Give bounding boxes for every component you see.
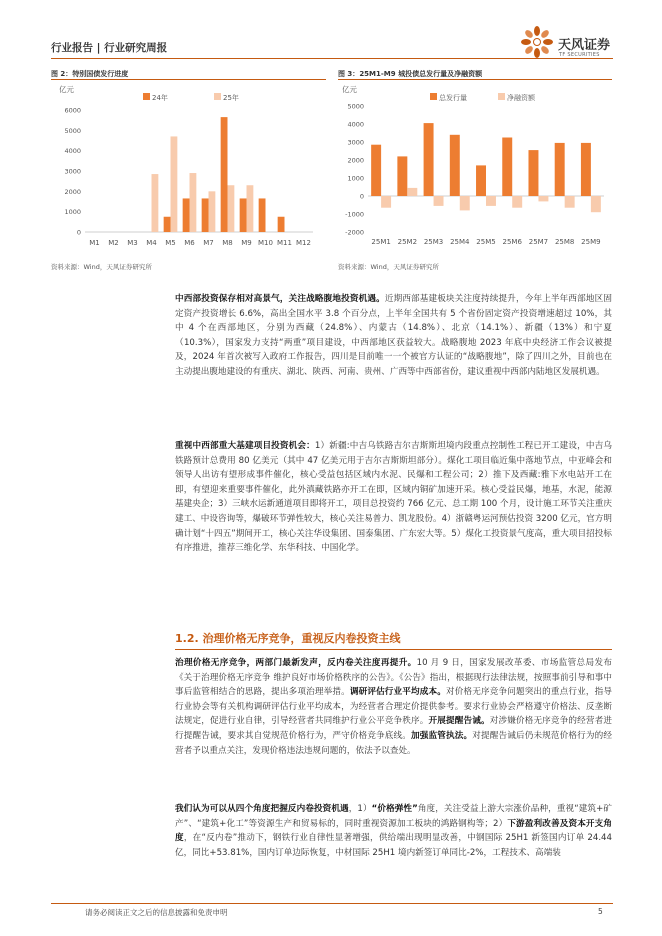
figure2-title bbox=[51, 69, 128, 79]
bar-25M4-净融资额 bbox=[460, 196, 470, 210]
paragraph3-text4: 对提醒告诫后仍未规范价格行为的经营者予以重点关注，发现价格违法违规问题的，依法予以查处。 bbox=[175, 730, 612, 756]
x-tick-label: M5 bbox=[165, 239, 176, 247]
paragraph-central-western-investment bbox=[175, 292, 612, 380]
logo-icon bbox=[518, 26, 556, 58]
legend-label-2: 净融资额 bbox=[507, 94, 535, 102]
figure2-number: 图 2： bbox=[51, 70, 73, 78]
paragraph1-text: 近期西部基建板块关注度持续提升，今年上半年西部地区固定资产投资增长 6.6%，高出全国水平 3.8 个百分点，上半年全国共有 5 个省份固定资产投资增速超过 10%，其中 4 个在西部地区，分别为西藏（24.8%）、内蒙古（14.8%）、北京（14.1%）、新疆（13%）和宁夏（10.3%），国家发力支持“两重”项目建设，中西部地区获益较大。战略腹地 2023 年底中央经济工作会议被提及，2024 年首次被写入政府工作报告，四川是目前唯一一个被官方认证的“战略腹地”，除了四川之外，目前也在主动提出腹地建设的有重庆、湖北、陕西、河南、贵州、广西等中西部省份，建议重视中西部内陆地区发展机遇。 bbox=[175, 294, 612, 377]
legend-label-1: 总发行量 bbox=[439, 94, 467, 102]
legend-swatch-1 bbox=[143, 93, 150, 100]
x-tick-label: 25M2 bbox=[397, 238, 418, 246]
bar-M8-24年 bbox=[221, 117, 228, 232]
paragraph3-lead: 治理价格无序竞争，两部门最新发声，反内卷关注度再提升。 bbox=[175, 658, 417, 668]
bar-25M3-总发行量 bbox=[424, 123, 434, 196]
x-tick-label: M4 bbox=[146, 239, 157, 247]
footer-divider bbox=[51, 903, 613, 904]
chart-y-unit-label: 亿元 bbox=[59, 85, 74, 94]
bar-M10-24年 bbox=[259, 198, 266, 232]
x-tick-label: 25M9 bbox=[581, 238, 601, 246]
x-tick-label: 25M8 bbox=[554, 238, 575, 246]
x-tick-label: 25M7 bbox=[528, 238, 549, 246]
legend-label-2: 25年 bbox=[223, 94, 239, 102]
section-divider bbox=[175, 649, 612, 650]
y-tick-label: 0 bbox=[359, 192, 364, 201]
y-tick-label: 1000 bbox=[347, 174, 364, 183]
legend-swatch-2 bbox=[214, 93, 221, 100]
figure3-number: 图 3： bbox=[338, 70, 360, 78]
bar-M6-25年 bbox=[190, 173, 197, 232]
bar-25M6-总发行量 bbox=[502, 138, 512, 197]
paragraph1-lead: 中西部投资保存相对高景气，关注战略腹地投资机遇。 bbox=[175, 294, 385, 304]
figure2-source: 资料来源：Wind，天风证券研究所 bbox=[51, 263, 152, 271]
paragraph3-text3: 对涉嫌价格无序竞争的经营者进行提醒告诫，要求其自觉规范价格行为，严守价格竞争底线。 bbox=[175, 716, 612, 741]
footer-disclaimer: 请务必阅读正文之后的信息披露和免责申明 bbox=[85, 908, 228, 917]
paragraph-anti-involution bbox=[175, 802, 612, 860]
report-header-title: 行业报告 | 行业研究周报 bbox=[51, 42, 168, 54]
figure2-title-text: 特别国债发行进度 bbox=[72, 70, 129, 78]
bar-25M2-总发行量 bbox=[397, 156, 407, 196]
x-tick-label: 25M4 bbox=[450, 238, 470, 246]
y-tick-label: 2000 bbox=[347, 156, 364, 165]
y-tick-label: 3000 bbox=[64, 167, 81, 176]
paragraph4-bold1: “价格弹性” bbox=[371, 804, 418, 814]
page-number: 5 bbox=[598, 907, 603, 916]
y-tick-label: -2000 bbox=[345, 228, 364, 237]
special-bond-issuance-chart bbox=[51, 80, 326, 260]
paragraph2-text: 1）新疆:中吉乌铁路吉尔吉斯斯坦境内段重点控制性工程已开工建设，中吉乌铁路预计总费用 80 亿美元（其中 47 亿美元用于吉尔吉斯斯坦部分）。煤化工项目临近集中落地节点，中亚峰会和领导人出访有望形成事件催化，核心受益包括区域内水泥、民爆和工程公司；2）推下及西藏:雅下水电站开工在即，有望迎来重要事件催化，此外滇藏铁路亦开工在即，区域内铜矿加速开采。核心受益民爆，地基，水泥，能源基建央企；3）三峡水运新通道项目即将开工，项目总投资约 766 亿元、总工期 100 个月，设计施工环节关注重庆建工、中设咨询等，爆破环节弹性较大，核心关注易普力、凯龙股份。4）浙赣粤运河预估投资 3200 亿元，官方明确计划“十四五”期间开工，核心关注华设集团、国泰集团、广东宏大等。5）煤化工投资景气度高，重大项目招投标有序推进，推荐三维化学、东华科技、中国化学。 bbox=[175, 441, 612, 554]
figure3-title bbox=[338, 69, 482, 79]
bar-25M5-总发行量 bbox=[476, 165, 486, 196]
bar-25M3-净融资额 bbox=[434, 196, 444, 206]
paragraph4-text1: ，1） bbox=[348, 804, 372, 814]
bar-M11-24年 bbox=[278, 217, 285, 232]
y-tick-label: -1000 bbox=[345, 210, 364, 219]
paragraph-price-competition bbox=[175, 656, 612, 758]
y-tick-label: 5000 bbox=[64, 126, 81, 135]
bar-25M2-净融资额 bbox=[407, 188, 417, 196]
x-tick-label: 25M3 bbox=[423, 238, 444, 246]
paragraph4-bold2: 下游盈利改善及资本开支角度 bbox=[175, 818, 612, 844]
bar-25M7-净融资额 bbox=[538, 196, 548, 201]
paragraph3-bold3: 加强监管执法。 bbox=[411, 730, 473, 741]
y-tick-label: 4000 bbox=[347, 120, 364, 129]
y-tick-label: 3000 bbox=[347, 138, 364, 147]
x-tick-label: M7 bbox=[203, 239, 214, 247]
x-tick-label: M6 bbox=[184, 239, 195, 247]
paragraph4-text3: ，在“反内卷”推动下，钢铁行业自律性显著增强，供给端出现明显改善，中钢国际 25H1 新签国内订单 24.44 亿，同比+53.81%，国内订单边际恢复，中材国际 25H1 境内新签订单同比-2%，工程技术、高端装 bbox=[175, 833, 612, 858]
bar-M8-25年 bbox=[228, 185, 235, 232]
y-tick-label: 5000 bbox=[347, 102, 364, 111]
y-tick-label: 4000 bbox=[64, 147, 81, 156]
y-tick-label: 0 bbox=[76, 228, 81, 237]
legend-swatch-2 bbox=[498, 93, 505, 100]
chart-y-unit-label: 亿元 bbox=[342, 85, 357, 94]
bar-M7-25年 bbox=[209, 191, 216, 232]
bar-M6-24年 bbox=[183, 198, 190, 232]
bar-25M8-净融资额 bbox=[565, 196, 575, 208]
bar-25M5-净融资额 bbox=[486, 196, 496, 206]
paragraph4-text2: 角度，关注受益上游大宗涨价品种，重视“建筑+矿产”、“建筑+化工”等资源生产和贸易标的，同时重视资源加工板块的鸿路钢构等；2） bbox=[175, 804, 613, 829]
header-divider bbox=[51, 58, 613, 59]
bar-M5-24年 bbox=[164, 217, 171, 232]
figure3-title-text: 25M1-M9 城投债总发行量及净融资额 bbox=[359, 70, 483, 78]
x-tick-label: M11 bbox=[277, 239, 292, 247]
figure3-source: 资料来源：Wind，天风证券研究所 bbox=[338, 263, 439, 271]
x-tick-label: M3 bbox=[127, 239, 138, 247]
x-tick-label: M9 bbox=[241, 239, 252, 247]
section-heading: 1.2. 治理价格无序竞争，重视反内卷投资主线 bbox=[175, 632, 401, 645]
x-tick-label: M12 bbox=[296, 239, 311, 247]
y-tick-label: 1000 bbox=[64, 208, 81, 217]
bar-25M1-总发行量 bbox=[371, 145, 381, 196]
bar-25M6-净融资额 bbox=[512, 196, 522, 208]
paragraph4-lead: 我们认为可以从四个角度把握反内卷投资机遇 bbox=[175, 804, 349, 814]
x-tick-label: 25M1 bbox=[371, 238, 391, 246]
x-tick-label: M10 bbox=[258, 239, 273, 247]
bar-M9-25年 bbox=[247, 185, 254, 232]
paragraph3-text2: 对价格无序竞争问题突出的重点行业，指导行业协会等有关机构调研评估行业平均成本，为经营者合理定价提供参考。要求行业协会严格遵守价格法、反垄断法规定，促进行业自律，引导经营者共同维护行业公平竞争秩序。 bbox=[175, 687, 612, 727]
y-tick-label: 6000 bbox=[64, 106, 81, 115]
paragraph-major-projects bbox=[175, 439, 612, 556]
x-tick-label: M2 bbox=[108, 239, 119, 247]
paragraph3-bold2: 开展提醒告诫。 bbox=[428, 716, 490, 727]
bar-M7-24年 bbox=[202, 198, 209, 232]
bar-25M9-总发行量 bbox=[581, 143, 591, 196]
bar-M4-25年 bbox=[152, 174, 159, 232]
bar-25M1-净融资额 bbox=[381, 196, 391, 208]
y-tick-label: 2000 bbox=[64, 187, 81, 196]
legend-swatch-1 bbox=[430, 93, 437, 100]
x-tick-label: M8 bbox=[222, 239, 233, 247]
bar-25M8-总发行量 bbox=[555, 143, 565, 196]
urban-investment-bond-chart bbox=[338, 80, 612, 260]
paragraph3-bold1: 调研评估行业平均成本。 bbox=[349, 687, 447, 698]
x-tick-label: 25M5 bbox=[476, 238, 496, 246]
legend-label-1: 24年 bbox=[152, 94, 168, 102]
bar-M5-25年 bbox=[171, 136, 178, 232]
logo-sub: TF SECURITIES bbox=[559, 52, 600, 58]
x-tick-label: 25M6 bbox=[502, 238, 522, 246]
x-tick-label: M1 bbox=[89, 239, 100, 247]
bar-25M4-总发行量 bbox=[450, 135, 460, 196]
logo-name: 天风证券 bbox=[558, 38, 611, 53]
bar-25M9-净融资额 bbox=[591, 196, 601, 212]
paragraph2-lead: 重视中西部重大基建项目投资机会： bbox=[175, 441, 315, 451]
paragraph3-text1: 10 月 9 日，国家发展改革委、市场监管总局发布《关于治理价格无序竞争 维护良好市场价格秩序的公告》。《公告》指出，根据现行法律法规，按照事前引导和事中事后监管相结合的思路，提出多项治理举措。 bbox=[175, 658, 612, 698]
bar-25M7-总发行量 bbox=[528, 150, 538, 196]
bar-M9-24年 bbox=[240, 198, 247, 232]
